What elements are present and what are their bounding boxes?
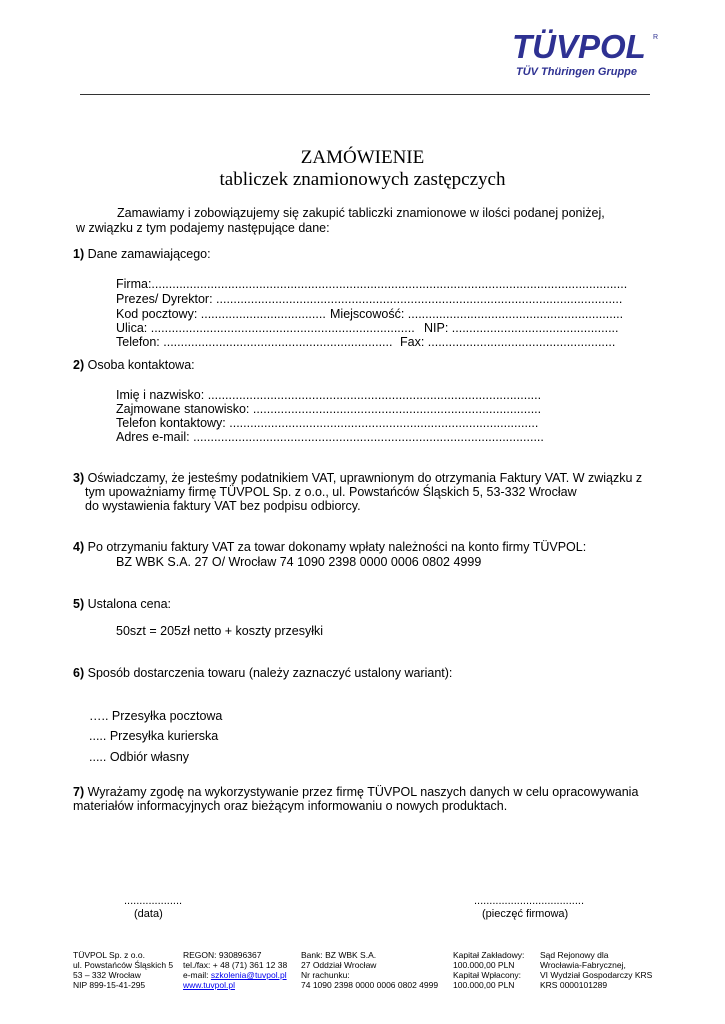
- field-prezes[interactable]: Prezes/ Dyrektor: .....................................................................................................................: [116, 292, 623, 306]
- stamp-label: (pieczęć firmowa): [482, 908, 569, 920]
- date-field[interactable]: ...................: [124, 895, 183, 907]
- document-subtitle: tabliczek znamionowych zastępczych: [219, 169, 506, 190]
- option-przesylka-pocztowa[interactable]: ….. Przesyłka pocztowa: [89, 709, 223, 723]
- field-miejscowosc[interactable]: Miejscowość: ..............................................................: [330, 307, 624, 321]
- email-link[interactable]: szkolenia@tuvpol.pl: [210, 970, 287, 980]
- field-firma[interactable]: Firma:.........................................................................................................................................: [116, 277, 628, 291]
- section-3-line-3: do wystawienia faktury VAT bez podpisu odbiorcy.: [85, 499, 361, 513]
- footer-capital: Kapitał Zakładowy: 100.000,00 PLN Kapitał Wpłacony: 100.000,00 PLN: [453, 950, 525, 990]
- price-value: 50szt = 205zł netto + koszty przesyłki: [116, 624, 324, 638]
- footer-company: TÜVPOL Sp. z o.o. ul. Powstańców Śląskich 5 53 – 332 Wrocław NIP 899-15-41-295: [73, 950, 174, 990]
- footer-bank: Bank: BZ WBK S.A. 27 Oddział Wrocław Nr rachunku: 74 1090 2398 0000 0006 0802 4999: [301, 950, 439, 990]
- section-2-heading: 2) Osoba kontaktowa:: [73, 358, 195, 372]
- field-email[interactable]: Adres e-mail: .....................................................................................................: [116, 430, 544, 444]
- intro-line-2: w związku z tym podajemy następujące dane:: [76, 221, 330, 235]
- option-przesylka-kurierska[interactable]: ..... Przesyłka kurierska: [89, 729, 219, 743]
- date-label: (data): [134, 908, 163, 920]
- field-nip[interactable]: NIP: ................................................: [424, 321, 619, 335]
- stamp-field[interactable]: ....................................: [474, 895, 585, 907]
- field-fax[interactable]: Fax: ......................................................: [400, 335, 616, 349]
- footer-contact: REGON: 930896367 tel./fax: + 48 (71) 361 12 38 e-mail: szkolenia@tuvpol.pl www.tuvpol.pl: [183, 950, 288, 990]
- field-telefon[interactable]: Telefon: ..................................................................: [116, 335, 393, 349]
- header-divider: [80, 94, 650, 95]
- section-3-line-1: 3) Oświadczamy, że jesteśmy podatnikiem VAT, uprawnionym do otrzymania Faktury VAT. W związku z: [73, 471, 643, 485]
- document-title: ZAMÓWIENIE: [300, 147, 425, 168]
- registered-mark: R: [653, 34, 659, 41]
- field-ulica[interactable]: Ulica: ............................................................................: [116, 321, 415, 335]
- footer-court: Sąd Rejonowy dla Wrocławia-Fabrycznej, VI Wydział Gospodarczy KRS KRS 0000101289: [540, 950, 653, 990]
- bank-account: BZ WBK S.A. 27 O/ Wrocław 74 1090 2398 0000 0006 0802 4999: [116, 555, 482, 569]
- field-kod-pocztowy[interactable]: Kod pocztowy: ....................................: [116, 307, 326, 321]
- intro-line-1: Zamawiamy i zobowiązujemy się zakupić tabliczki znamionowe w ilości podanej poniżej,: [117, 206, 605, 220]
- tuvpol-logo: TÜVPOL: [512, 28, 646, 65]
- section-3-line-2: tym upoważniamy firmę TÜVPOL Sp. z o.o., ul. Powstańców Śląskich 5, 53-332 Wrocław: [85, 485, 577, 499]
- section-6-heading: 6) Sposób dostarczenia towaru (należy zaznaczyć ustalony wariant):: [73, 666, 453, 680]
- field-stanowisko[interactable]: Zajmowane stanowisko: ...................................................................................: [116, 402, 542, 416]
- section-5-heading: 5) Ustalona cena:: [73, 597, 171, 611]
- field-imie-nazwisko[interactable]: Imię i nazwisko: ................................................................................................: [116, 388, 542, 402]
- option-odbior-wlasny[interactable]: ..... Odbiór własny: [89, 750, 190, 764]
- logo-subtitle: TÜV Thüringen Gruppe: [516, 66, 637, 78]
- section-4-line-1: 4) Po otrzymaniu faktury VAT za towar dokonamy wpłaty należności na konto firmy TÜVPOL:: [73, 540, 587, 554]
- section-7-line-1: 7) Wyrażamy zgodę na wykorzystywanie przez firmę TÜVPOL naszych danych w celu opracowywania: [73, 785, 639, 799]
- section-1-heading: 1) Dane zamawiającego:: [73, 247, 211, 261]
- section-7-line-2: materiałów informacyjnych oraz bieżącym informowaniu o nowych produktach.: [73, 799, 508, 813]
- website-link[interactable]: www.tuvpol.pl: [183, 980, 235, 990]
- field-telefon-kontaktowy[interactable]: Telefon kontaktowy: .........................................................................................: [116, 416, 539, 430]
